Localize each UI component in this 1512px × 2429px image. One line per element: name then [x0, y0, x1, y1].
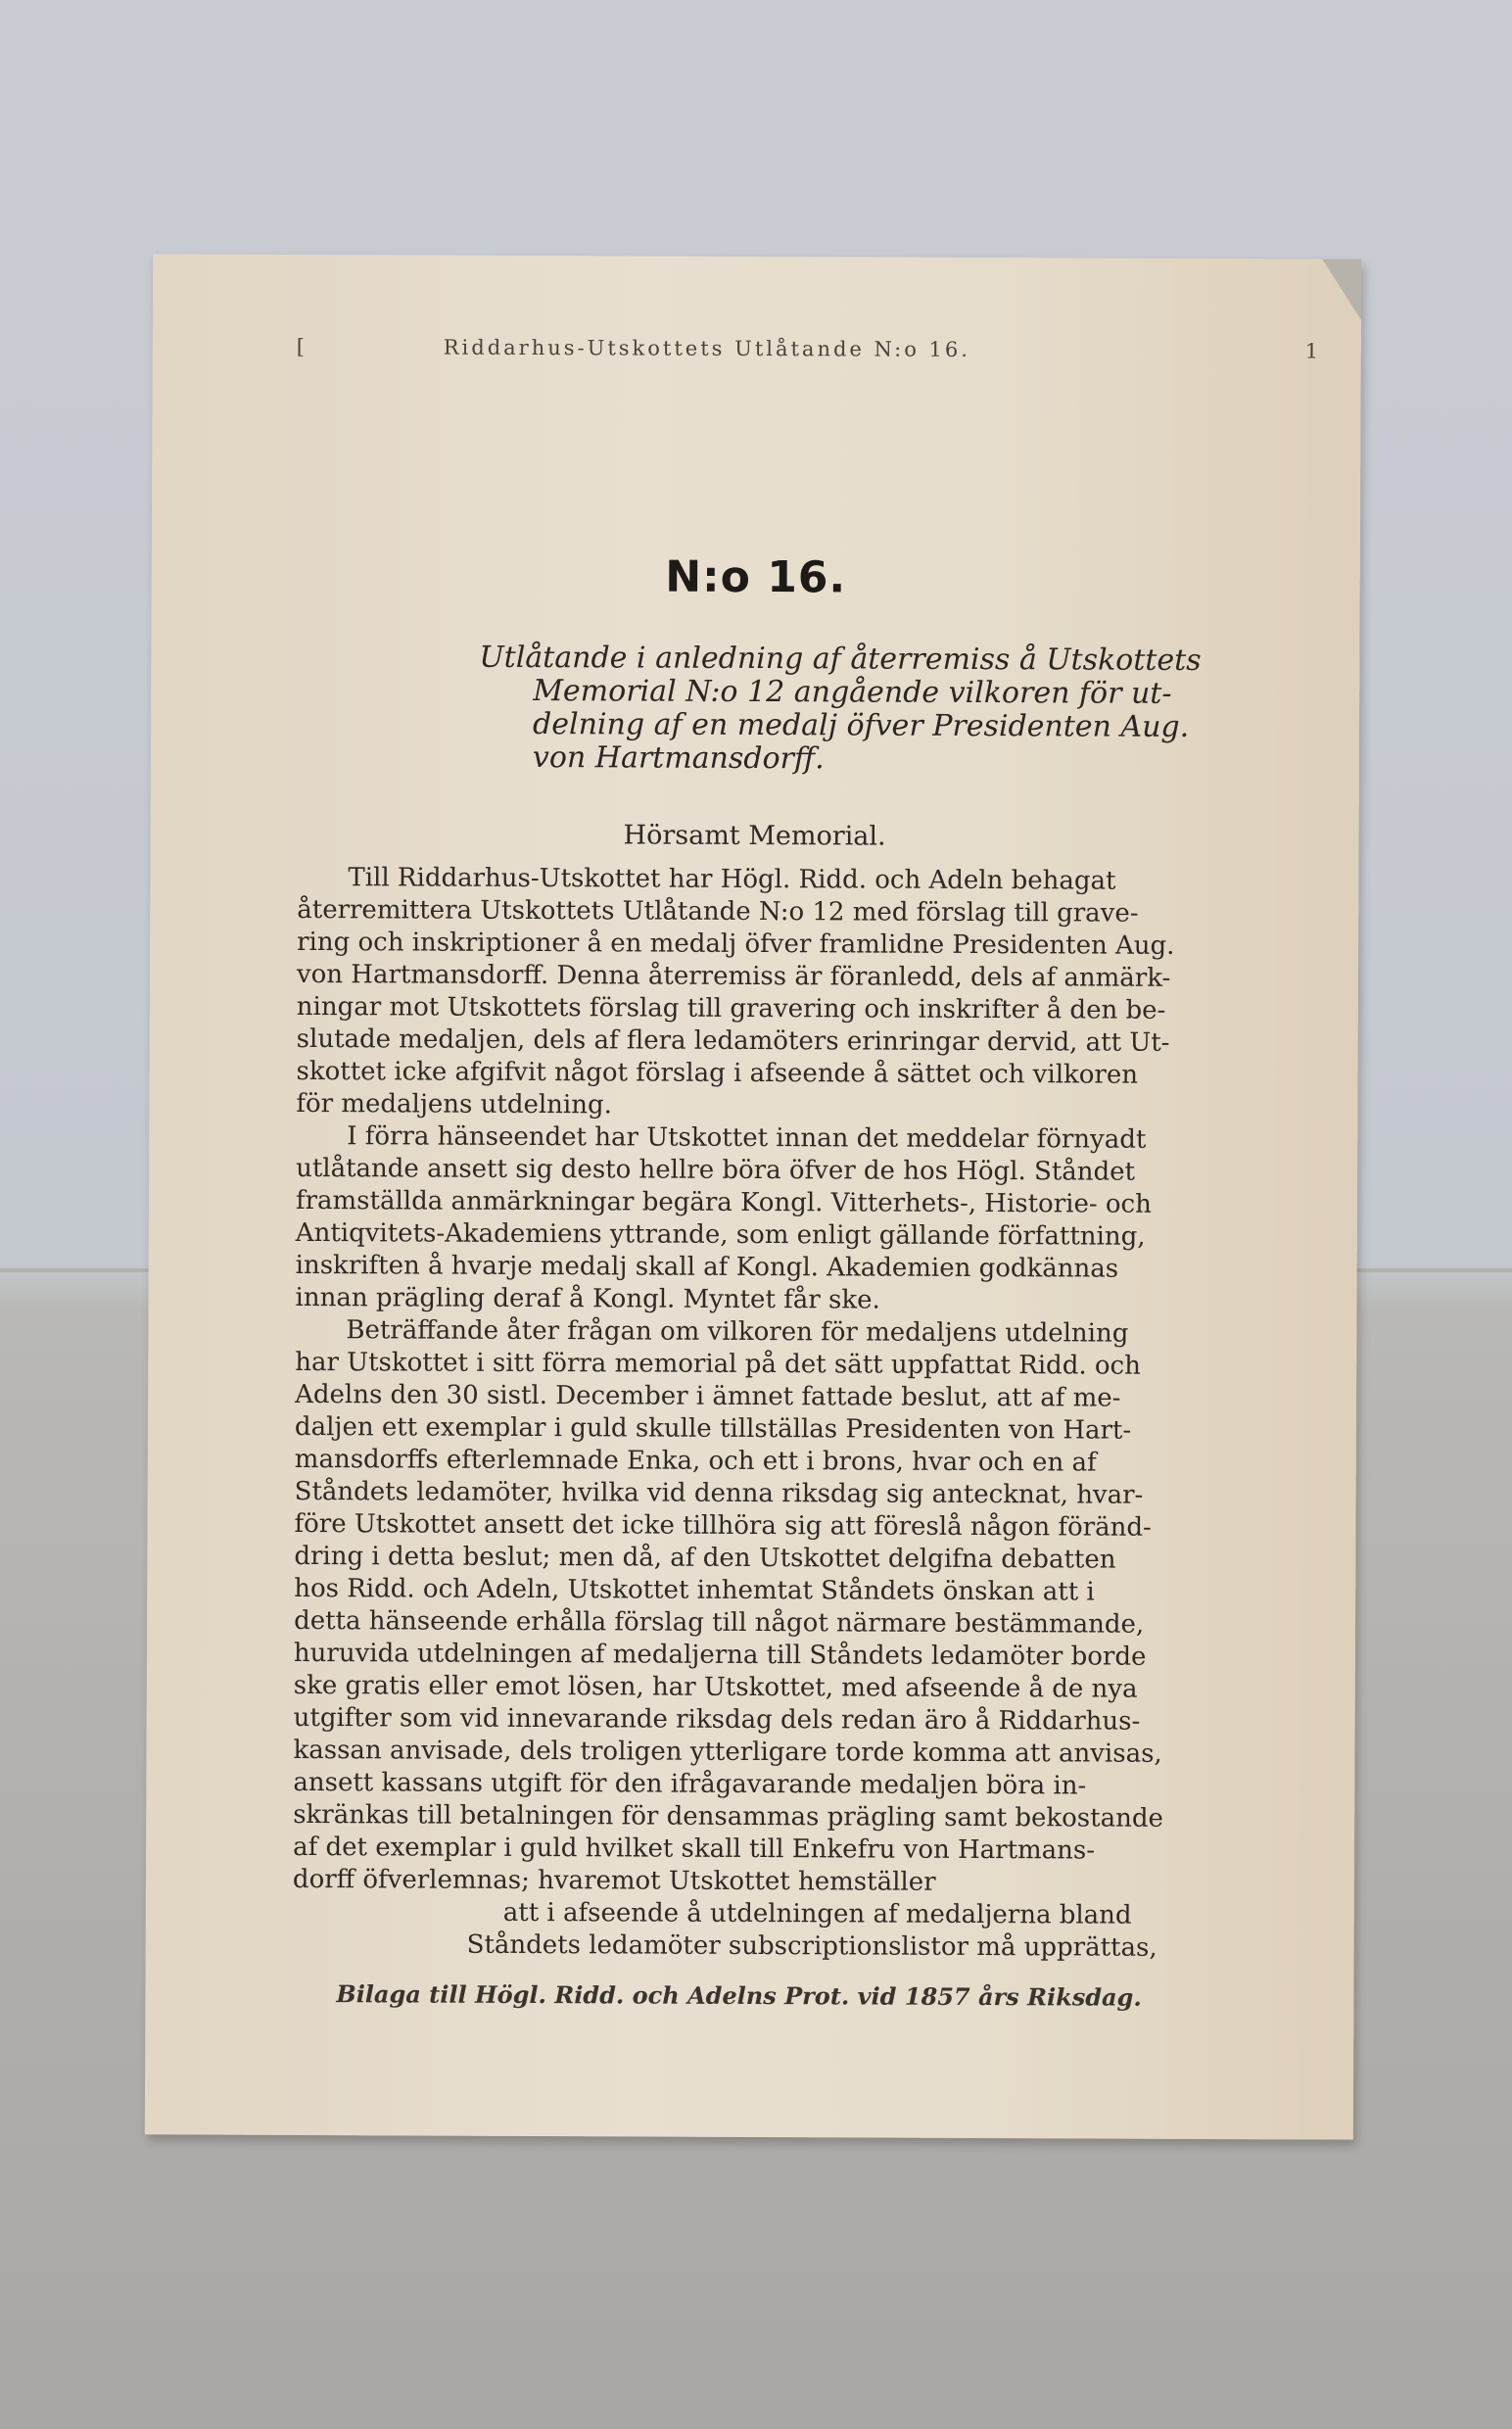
- body-line: detta hänseende erhålla förslag till något närmare bestämmande,: [294, 1605, 1145, 1640]
- folded-corner: [1322, 260, 1361, 320]
- body-line: daljen ett exemplar i guld skulle tillställas Presidenten von Hart-: [294, 1411, 1132, 1446]
- body-line: att i afseende å utdelningen af medaljerna bland: [502, 1897, 1132, 1930]
- body-line: dring i detta beslut; men då, af den Utskottet delgifna debatten: [294, 1541, 1116, 1575]
- body-line: kassan anvisade, dels troligen ytterligare torde komma att anvisas,: [293, 1735, 1162, 1769]
- document-page: [145, 254, 1361, 2139]
- body-line: utlåtande ansett sig desto hellre böra öfver de hos Högl. Ståndet: [296, 1153, 1136, 1187]
- body-line: Ståndets ledamöter subscriptionslistor må upprättas,: [466, 1929, 1158, 1963]
- subtitle-line: delning af en medalj öfver Presidenten Aug.: [533, 707, 1190, 744]
- body-line: skottet icke afgifvit något förslag i afseende å sättet och vilkoren: [296, 1056, 1139, 1090]
- body-line: Adelns den 30 sistl. December i ämnet fattade beslut, att af me-: [295, 1379, 1121, 1413]
- body-line: ningar mot Utskottets förslag till gravering och inskrifter å den be-: [296, 991, 1166, 1025]
- body-line: Ståndets ledamöter, hvilka vid denna riksdag sig antecknat, hvar-: [294, 1476, 1144, 1510]
- salutation: Hörsamt Memorial.: [623, 820, 886, 852]
- body-line: ske gratis eller emot lösen, har Utskottet, med afseende å de nya: [293, 1670, 1138, 1704]
- body-line: dorff öfverlemnas; hvaremot Utskottet hemställer: [292, 1864, 936, 1897]
- subtitle-line: Memorial N:o 12 angående vilkoren för ut-: [533, 674, 1172, 711]
- body-line: Till Riddarhus-Utskottet har Högl. Ridd. och Adeln behagat: [348, 863, 1116, 896]
- body-line: huruvida utdelningen af medaljerna till Ståndets ledamöter borde: [293, 1638, 1147, 1672]
- body-line: ring och inskriptioner å en medalj öfver framlidne Presidenten Aug.: [297, 927, 1175, 961]
- body-line: framställda anmärkningar begära Kongl. Vitterhets-, Historie- och: [295, 1185, 1152, 1219]
- body-line: inskriften å hvarje medalj skall af Kongl. Akademien godkännas: [295, 1250, 1119, 1284]
- body-line: före Utskottet ansett det icke tillhöra sig att föreslå någon föränd-: [294, 1508, 1152, 1543]
- subtitle-line: von Hartmansdorff.: [532, 740, 825, 777]
- body-line: I förra hänseendet har Utskottet innan det meddelar förnyadt: [347, 1121, 1147, 1155]
- bracket-mark: [: [296, 334, 308, 359]
- document-number-title: N:o 16.: [665, 551, 847, 603]
- body-line: utgifter som vid innevarande riksdag dels redan äro å Riddarhus-: [293, 1702, 1141, 1737]
- document-subtitle: [151, 640, 1360, 782]
- page-number: 1: [1304, 339, 1322, 363]
- body-line: hos Ridd. och Adeln, Utskottet inhemtat Ståndets önskan att i: [294, 1573, 1095, 1607]
- body-line: von Hartmansdorff. Denna återremiss är föranledd, dels af anmärk-: [296, 959, 1171, 993]
- body-line: mansdorffs efterlemnade Enka, och ett i brons, hvar och en af: [294, 1444, 1097, 1478]
- body-line: af det exemplar i guld hvilket skall till Enkefru von Hartmans-: [293, 1832, 1096, 1866]
- body-text: [145, 861, 1358, 2022]
- body-line: Antiqvitets-Akademiens yttrande, som enligt gällande författning,: [295, 1217, 1146, 1252]
- body-line: Beträffande åter frågan om vilkoren för medaljens utdelning: [346, 1315, 1129, 1349]
- body-line: har Utskottet i sitt förra memorial på det sätt uppfattat Ridd. och: [295, 1347, 1141, 1381]
- body-line: skränkas till betalningen för densammas prägling samt bekostande: [293, 1799, 1163, 1834]
- body-line: innan prägling deraf å Kongl. Myntet får ske.: [295, 1282, 880, 1315]
- running-header: [297, 335, 1325, 369]
- footer-note: Bilaga till Högl. Ridd. och Adelns Prot. vid 1857 års Riksdag.: [336, 1979, 1142, 2012]
- body-line: ansett kassans utgift för den ifrågavarande medaljen böra in-: [293, 1767, 1087, 1801]
- body-line: återremittera Utskottets Utlåtande N:o 12 med förslag till grave-: [297, 894, 1139, 929]
- body-line: för medaljens utdelning.: [296, 1088, 613, 1120]
- body-line: slutade medaljen, dels af flera ledamöters erinringar dervid, att Ut-: [296, 1024, 1170, 1058]
- subtitle-line: Utlåtande i anledning af återremiss å Utskottets: [479, 640, 1202, 678]
- running-title: Riddarhus-Utskottets Utlåtande N:o 16.: [443, 335, 971, 361]
